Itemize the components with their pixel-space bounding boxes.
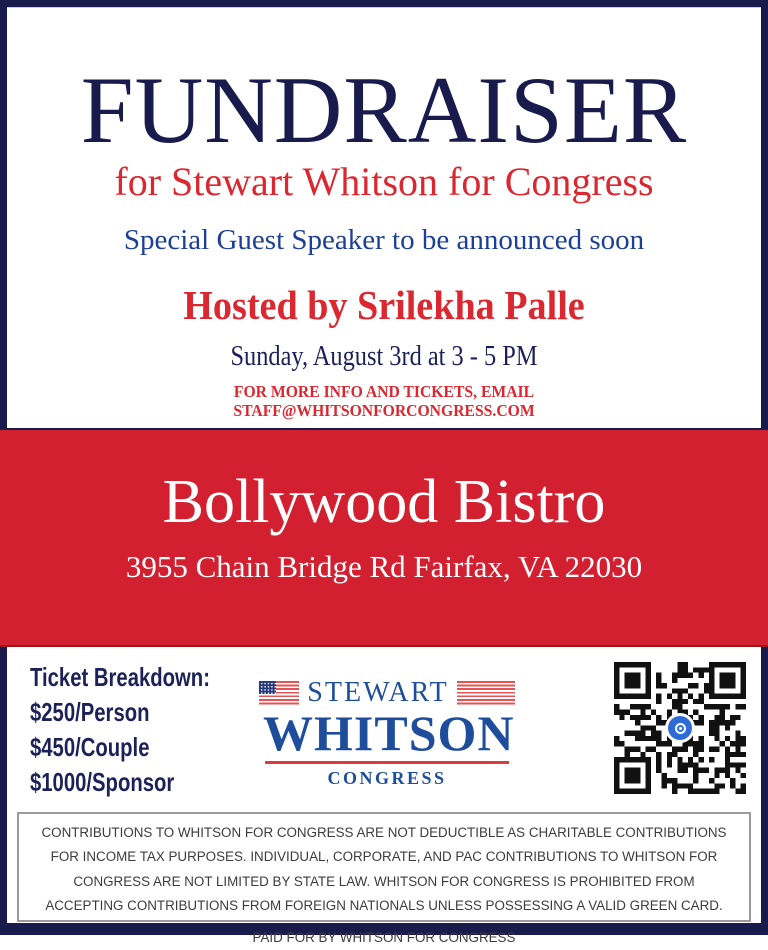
us-flag-icon	[259, 681, 299, 706]
ticket-item-couple: $450/Couple	[30, 732, 150, 762]
logo-office: CONGRESS	[327, 768, 447, 788]
campaign-logo	[263, 677, 515, 789]
ticket-heading: Ticket Breakdown:	[30, 662, 210, 692]
ticket-item-sponsor: $1000/Sponsor	[30, 767, 175, 797]
disclaimer-text: CONTRIBUTIONS TO WHITSON FOR CONGRESS ARE NOT DEDUCTIBLE AS CHARITABLE CONTRIBUTIONS FOR INCOME TAX PURPOSES. INDIVIDUAL, CORPORATE, AND PAC CONTRIBUTIONS TO WHITSON FOR CONGRESS ARE NOT LIMITED BY STATE LAW. WHITSON FOR CONGRESS IS PROHIBITED FROM ACCEPTING CONTRIBUTIONS FROM FOREIGN NATIONALS UNLESS POSSESSING A VALID GREEN CARD.	[41, 825, 727, 914]
logo-divider	[265, 761, 509, 764]
host-line: Hosted by Srilekha Palle	[183, 282, 585, 328]
ticket-breakdown	[30, 660, 210, 800]
ticket-item-person: $250/Person	[30, 697, 150, 727]
logo-first-name: STEWART	[307, 677, 449, 708]
qr-code	[611, 659, 749, 797]
speaker-note: Special Guest Speaker to be announced soon	[123, 224, 645, 256]
qr-center-logo-icon	[668, 716, 692, 740]
frame-border-top	[0, 0, 768, 8]
contact-email: STAFF@WHITSONFORCONGRESS.COM	[233, 401, 535, 420]
flyer-subtitle: for Stewart Whitson for Congress	[114, 159, 654, 204]
datetime-line: Sunday, August 3rd at 3 - 5 PM	[230, 341, 538, 372]
venue-name: Bollywood Bistro	[162, 468, 606, 536]
venue-band	[0, 428, 768, 647]
paid-for-line: PAID FOR BY WHITSON FOR CONGRESS	[252, 929, 516, 945]
flag-stripes-icon	[457, 681, 515, 706]
disclaimer-box	[17, 812, 751, 945]
flyer-title: FUNDRAISER	[80, 57, 688, 163]
venue-address: 3955 Chain Bridge Rd Fairfax, VA 22030	[125, 549, 643, 584]
info-line: FOR MORE INFO AND TICKETS, EMAIL	[233, 382, 535, 401]
logo-last-name: WHITSON	[263, 705, 515, 761]
